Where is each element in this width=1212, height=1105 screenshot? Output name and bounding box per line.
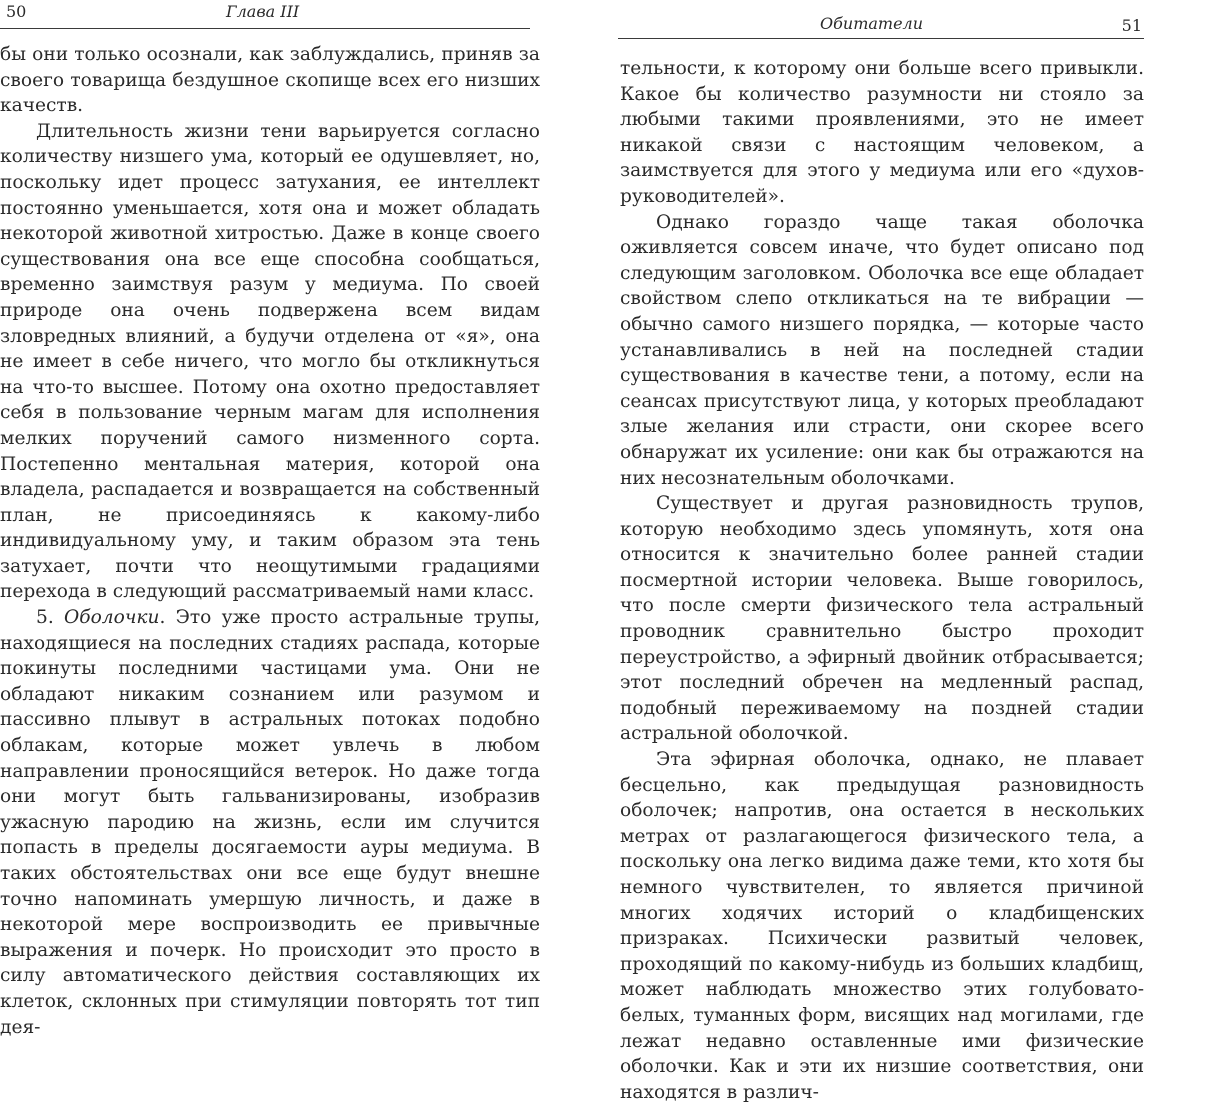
section-paragraph [0, 605, 540, 1040]
section-number: 5. [36, 607, 54, 629]
header-rule [0, 28, 530, 29]
page-number: 51 [1121, 16, 1142, 35]
paragraph: Эта эфирная оболочка, однако, не плавает бесцельно, как предыдущая разновидность оболочек; напротив, она остается в нескольких метрах от разлагающегося физического тела, а поскольку она легко видима даже теми, кто хотя бы немного чувствителен, то является причиной многих ходячих историй о кладбищенских призраках. Психически развитый человек, проходящий по какому-нибудь из больших кладбищ, может наблюдать множество этих голубовато-белых, туманных форм, висящих над могилами, где лежат недавно оставленные ими физические оболочки. Как и эти их низшие соответствия, они находятся в различ- [620, 749, 1144, 1103]
body-text-right [620, 56, 1144, 1105]
section-text: . Это уже просто астральные трупы, находящиеся на последних стадиях распада, которые покинуты последними частицами ума. Они не обладают никаким сознанием или разумом и пассивно плывут в астральных потоках подобно облакам, которые может увлечь в любом направлении проносящийся ветерок. Но даже тогда они могут быть гальванизированы, изобразив ужасную пародию на жизнь, если им случится попасть в пределы досягаемости ауры медиума. В таких обстоятельствах они все еще будут внешне точно напоминать умершую личность, и даже в некоторой мере воспроизводить ее привычные выражения и почерк. Но происходит это просто в силу автоматического действия составляющих их клеток, склонных при стимуляции повторять тот тип дея- [0, 607, 540, 1038]
page-number: 50 [6, 2, 27, 21]
running-head-left [0, 0, 540, 40]
running-head-right [608, 4, 1144, 44]
paragraph: тельности, к которому они больше всего привыкли. Какое бы количество разумности ни стояло за любыми такими проявлениями, это не имеет никакой связи с настоящим человеком, а заимствуется для этого у медиума или его «духов-руководителей». [620, 58, 1144, 207]
running-head-title: Глава III [226, 2, 300, 21]
running-head-title: Обитатели [820, 14, 924, 33]
header-rule [618, 38, 1144, 39]
paragraph: Длительность жизни тени варьируется согласно количеству низшего ума, который ее одушевляет, но, поскольку идет процесс затухания, ее интеллект постоянно уменьшается, хотя она и может обладать некоторой животной хитростью. Даже в конце своего существования она все еще способна сообщаться, временно заимствуя разум у медиума. По своей природе она очень подвержена всем видам зловредных влияний, а будучи отделена от «я», она не имеет в себе ничего, что могло бы откликнуться на что-то высшее. Потому она охотно предоставляет себя в пользование черным магам для исполнения мелких поручений самого низменного сорта. Постепенно ментальная материя, которой она владела, распадается и возвращается на собственный план, не присоединяясь к какому-либо индивидуальному уму, и таким образом эта тень затухает, почти что неощутимыми градациями перехода в следующий рассматриваемый нами класс. [0, 120, 540, 603]
paragraph: Однако гораздо чаще такая оболочка оживляется совсем иначе, что будет описано под следующим заголовком. Оболочка все еще обладает свойством слепо откликаться на те вибрации — обычно самого низшего порядка, — которые часто устанавливались в ней на последней стадии существования в качестве тени, а потому, если на сеансах присутствуют лица, у которых преобладают злые желания или страсти, они скорее всего обнаружат их усиление: они как бы отражаются на них несознательным оболочками. [620, 211, 1144, 489]
body-text-left [0, 42, 540, 1040]
section-title: Оболочки [64, 607, 160, 629]
paragraph: бы они только осознали, как заблуждались, приняв за своего товарища бездушное скопище всех его низших качеств. [0, 44, 540, 117]
paragraph: Существует и другая разновидность трупов, которую необходимо здесь упомянуть, хотя она относится к значительно более ранней стадии посмертной истории человека. Выше говорилось, что после смерти физического тела астральный проводник сравнительно быстро проходит переустройство, а эфирный двойник отбрасывается; этот последний обречен на медленный распад, подобный переживаемому на поздней стадии астральной оболочкой. [620, 493, 1144, 745]
